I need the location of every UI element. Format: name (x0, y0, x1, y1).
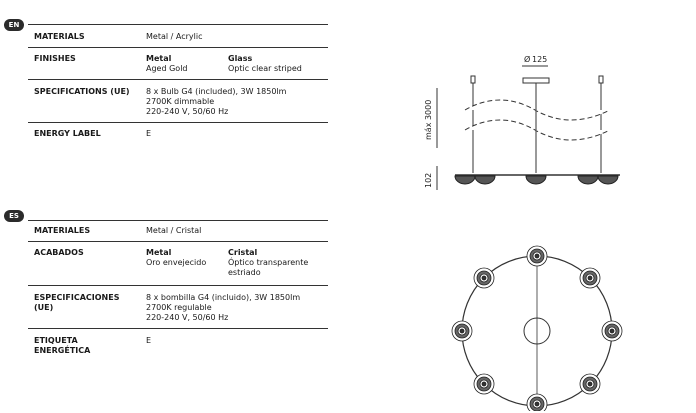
materiales-value: Metal / Cristal (146, 226, 202, 235)
acabado-metal-value: Oro envejecido (146, 258, 207, 267)
especificaciones-label-2: (UE) (34, 303, 54, 312)
canopy-shape (523, 78, 549, 83)
acabado-metal-head: Metal (146, 248, 172, 257)
materials-value: Metal / Acrylic (146, 32, 203, 41)
language-badge-es: ES (4, 210, 24, 222)
language-badge-en: EN (4, 19, 24, 31)
etiqueta-label-1: ETIQUETA (34, 336, 78, 345)
height-label: 102 (424, 172, 433, 188)
energy-value: E (146, 129, 152, 138)
especificaciones-label-1: ESPECIFICACIONES (34, 293, 120, 302)
acabados-label: ACABADOS (34, 248, 84, 257)
spec-table-en (28, 24, 328, 153)
spec-table-es (28, 220, 328, 369)
plan-view-drawing (448, 243, 628, 411)
finish-glass-value: Optic clear striped (228, 64, 302, 73)
row-energy (28, 123, 328, 153)
energy-label: ENERGY LABEL (34, 129, 101, 138)
acabado-cristal-head: Cristal (228, 248, 258, 257)
row-etiqueta (28, 329, 328, 369)
row-materiales (28, 220, 328, 242)
especificaciones-line-3: 220-240 V, 50/60 Hz (146, 313, 229, 322)
finish-glass-head: Glass (228, 54, 253, 63)
acabado-cristal-value-2: estriado (228, 268, 261, 277)
especificaciones-line-1: 8 x bombilla G4 (incluido), 3W 1850lm (146, 293, 301, 302)
specs-line-3: 220-240 V, 50/60 Hz (146, 107, 229, 116)
especificaciones-line-2: 2700K regulable (146, 303, 212, 312)
side-elevation-drawing (415, 48, 645, 208)
finish-metal-head: Metal (146, 54, 172, 63)
acabado-cristal-value-1: Óptico transparente (228, 258, 309, 267)
row-finishes (28, 48, 328, 80)
row-materials (28, 24, 328, 48)
etiqueta-value: E (146, 336, 152, 345)
etiqueta-label-2: ENERGÉTICA (34, 346, 91, 355)
specs-line-1: 8 x Bulb G4 (included), 3W 1850lm (146, 87, 287, 96)
row-especificaciones (28, 286, 328, 329)
diameter-value: 125 (532, 55, 548, 64)
specs-label: SPECIFICATIONS (UE) (34, 87, 130, 96)
finishes-label: FINISHES (34, 54, 76, 63)
diameter-symbol: Ø (524, 55, 531, 64)
finish-metal-value: Aged Gold (146, 64, 188, 73)
materials-label: MATERIALS (34, 32, 85, 41)
row-specifications (28, 80, 328, 123)
materiales-label: MATERIALES (34, 226, 91, 235)
row-acabados (28, 242, 328, 286)
specs-line-2: 2700K dimmable (146, 97, 215, 106)
max-height-label: máx 3000 (424, 99, 433, 140)
